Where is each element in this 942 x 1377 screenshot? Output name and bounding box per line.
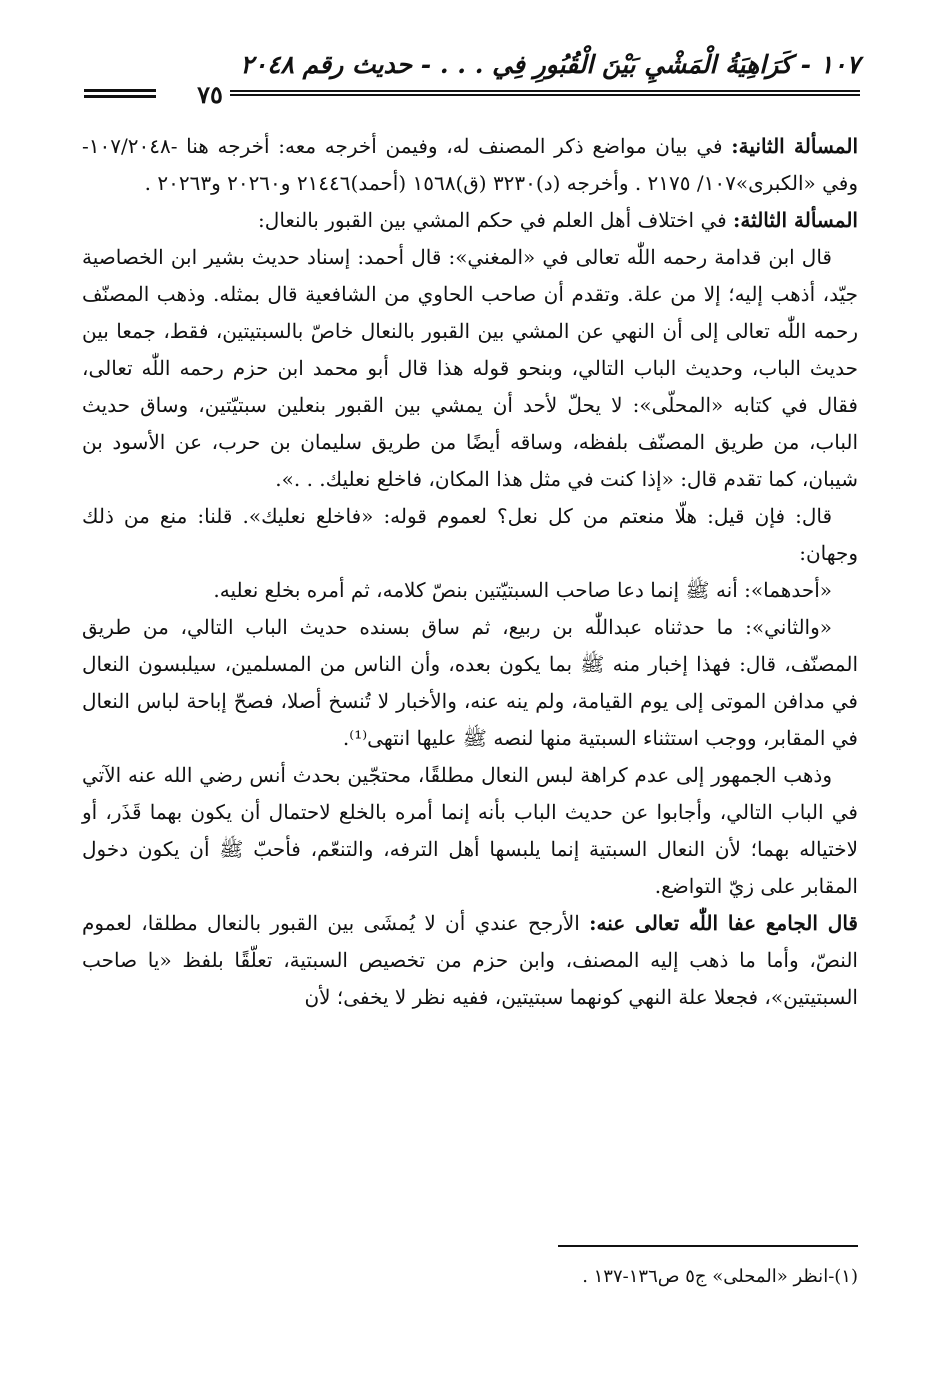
section-heading: قال الجامع عفا اللّٰه تعالى عنه: [589,911,858,935]
section-heading: المسألة الثالثة: [733,208,858,232]
paragraph-text: «والثاني»: ما حدثناه عبداللّٰه بن ربيع، ثم ساق بسنده حديث الباب التالي، من طريق المصنّف، قال: فهذا إخبار منه ﷺ بما يكون بعده، وأن الناس من المسلمين، سيلبسون النعال في مدافن الموتى إلى يوم القيامة، ولم ينه عنه، والأخبار لا تُنسخ أصلا، فصحّ إباحة لباس النعال في المقابر، ووجب استثناء السبتية منها لنصه ﷺ عليها انتهى⁽¹⁾. [82,615,858,750]
paragraph [82,757,858,905]
paragraph-text: «أحدهما»: أنه ﷺ إنما دعا صاحب السبتيّتين بنصّ كلامه، ثم أمره بخلع نعليه. [213,578,832,602]
paragraph [82,572,858,609]
paragraph-text: الأرجح عندي أن لا يُمشَى بين القبور بالنعال مطلقا، لعموم النصّ، وأما ما ذهب إليه المصنف، وابن حزم من تخصيص السبتية، تعلّقًا بلفظ «يا صاحب السبتيتين»، فجعلا علة النهي كونهما سبتيتين، ففيه نظر لا يخفى؛ لأن [82,911,858,1009]
header-rule [230,90,860,96]
paragraph [82,202,858,239]
footnote: (١)-انظر «المحلى» ج٥ ص١٣٦-١٣٧ . [582,1266,858,1287]
paragraph-text: في اختلاف أهل العلم في حكم المشي بين القبور بالنعال: [258,208,734,232]
paragraph [82,609,858,757]
header-ornament-bars [84,89,156,103]
page-number: ٧٥ [197,80,223,109]
paragraph-text: قال ابن قدامة رحمه اللّٰه تعالى في «المغني»: قال أحمد: إسناد حديث بشير ابن الخصاصية جيّد، أذهب إليه؛ إلا من علة. وتقدم أن صاحب الحاوي من الشافعية قال بمثله. وذهب المصنّف رحمه اللّٰه تعالى إلى أن النهي عن المشي بين القبور بالنعال خاصّ بالسبتيتين، فقط، جمعا بين حديث الباب، وحديث الباب التالي، وبنحو قوله هذا قال أبو محمد ابن حزم رحمه اللّٰه تعالى، فقال في كتابه «المحلّى»: لا يحلّ لأحد أن يمشي بين القبور بنعلين سبتيّتين، وساق حديث الباب، من طريق المصنّف بلفظه، وساقه أيضًا من طريق سليمان بن حرب، عن الأسود بن شيبان، كما تقدم قال: «إذا كنت في مثل هذا المكان، فاخلع نعليك. . .». [82,245,858,491]
chapter-title: ١٠٧ - كَرَاهِيَةُ الْمَشْيِ بَيْنَ الْقُبُورِ فِي . . . - حديث رقم ٢٠٤٨ [240,50,860,79]
paragraph-text: وذهب الجمهور إلى عدم كراهة لبس النعال مطلقًا، محتجّين بحدث أنس رضي الله عنه الآتي في الباب التالي، وأجابوا عن حديث الباب بأنه إنما أمره بالخلع لاحتمال أن يكون بهما قَذَر، أو لاختياله بهما؛ لأن النعال السبتية إنما يلبسها أهل الترفه، والتنعّم، فأحبّ ﷺ أن يكون دخول المقابر على زيّ التواضع. [82,763,858,898]
paragraph [82,905,858,1016]
footnote-separator [558,1245,858,1247]
section-heading: المسألة الثانية: [731,134,858,158]
running-header [84,50,860,109]
paragraph [82,128,858,202]
paragraph-text: في بيان مواضع ذكر المصنف له، وفيمن أخرجه معه: أخرجه هنا -١٠٧/٢٠٤٨- وفي «الكبرى»١٠٧/ ٢١٧٥ . وأخرجه (د)٣٢٣٠ (ق)١٥٦٨ (أحمد)٢١٤٤٦ و٢٠٢٦٠ و٢٠٢٦٣ . [82,134,858,195]
paragraph [82,239,858,498]
main-text [82,128,858,1016]
paragraph [82,498,858,572]
paragraph-text: قال: فإن قيل: هلّا منعتم من كل نعل؟ لعموم قوله: «فاخلع نعليك». قلنا: منع من ذلك وجهان: [82,504,858,565]
